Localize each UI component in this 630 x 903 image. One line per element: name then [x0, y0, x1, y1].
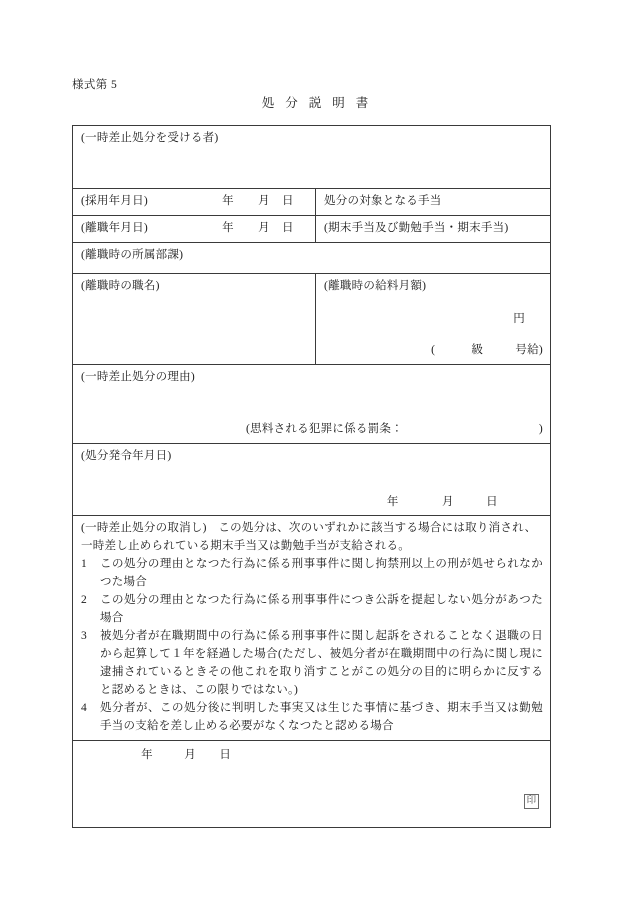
leave-month-unit: 月	[258, 221, 270, 234]
clause-item-text: この処分の理由となつた行為に係る刑事事件につき公訴を提起しない処分があつた場合	[100, 594, 544, 624]
clause-item	[81, 700, 543, 736]
salary-grade-line	[324, 342, 543, 360]
row-post-and-salary	[73, 273, 551, 364]
form-number: 様式第 5	[72, 79, 118, 91]
document-title: 処分説明書	[261, 96, 380, 110]
leave-year-unit: 年	[222, 221, 234, 234]
cell-reason	[73, 365, 551, 444]
order-month-unit: 月	[442, 495, 454, 508]
signature-date-ymd	[81, 747, 543, 765]
clause-item-number: 3	[81, 629, 87, 642]
penal-provision-line	[81, 421, 543, 439]
hire-date-ymd	[210, 193, 308, 211]
row-hire-date	[73, 189, 551, 216]
pay-step-unit: 号給)	[515, 344, 544, 357]
department-label: (離職時の所属部課)	[81, 248, 184, 261]
clause-item-number: 4	[81, 701, 87, 714]
cell-leave-date	[73, 215, 316, 242]
row-reason	[73, 365, 551, 444]
post-label: (離職時の職名)	[81, 279, 160, 292]
penal-provision-close-paren: )	[538, 422, 544, 435]
cell-post-name	[73, 273, 316, 364]
signature-year-unit: 年	[141, 748, 153, 761]
row-leave-date	[73, 215, 551, 242]
reason-label: (一時差止処分の理由)	[81, 371, 195, 384]
clause-lead-text: (一時差止処分の取消し) この処分は、次のいずれかに該当する場合には取り消され、一時差し止められている期末手当又は勤勉手当が支給される。	[81, 522, 537, 553]
signature-month-unit: 月	[184, 748, 196, 761]
grade-unit: 級	[471, 344, 484, 357]
clause-item-text: 処分者が、この処分後に判明した事実又は生じた事情に基づき、期末手当又は勤勉手当の支給を差し止める必要がなくなつたと認める場合	[100, 701, 544, 732]
clause-item-text: 被処分者が在職期間中の行為に係る刑事事件に関し起訴をされることなく退職の日から起算して１年を経過した場合(ただし、被処分者が在職期間中の行為に関し現に逮捕されているときその他これを取り消すことがこの処分の目的に明らかに反すると認めるときは、この限りではない。)	[100, 629, 544, 696]
cell-signature	[73, 740, 551, 827]
hire-day-unit: 日	[282, 195, 294, 207]
subject-person-label: (一時差止処分を受ける者)	[81, 132, 219, 144]
leave-date-ymd	[210, 220, 308, 238]
clause-item	[81, 556, 543, 592]
cell-order-date	[73, 443, 551, 516]
yen-unit: 円	[513, 313, 526, 326]
clause-item-text: この処分の理由となつた行為に係る刑事事件に関し拘禁刑以上の刑が処せられなかつた場合	[100, 558, 544, 589]
row-cancellation-clause	[73, 516, 551, 740]
salary-label: (離職時の給料月額)	[324, 279, 427, 292]
grade-paren-open: (	[431, 344, 436, 357]
leave-day-unit: 日	[282, 221, 294, 234]
signature-day-unit: 日	[219, 748, 232, 761]
row-subject-person	[73, 126, 551, 189]
clause-item-number: 2	[81, 594, 87, 607]
cell-department	[73, 242, 551, 273]
row-department	[73, 242, 551, 273]
allowance-kinds-label: (期末手当及び勤勉手当・期末手当)	[324, 221, 509, 234]
cell-allowance-kinds	[316, 215, 551, 242]
clause-item	[81, 628, 543, 700]
cell-cancellation-clause	[73, 516, 551, 740]
cell-hire-date	[73, 189, 316, 216]
order-day-unit: 日	[486, 495, 498, 508]
allowance-target-label: 処分の対象となる手当	[324, 195, 442, 207]
clause-item	[81, 592, 543, 628]
clause-item-number: 1	[81, 558, 87, 571]
cell-allowance-target	[316, 189, 551, 216]
penal-provision-label: (思料される犯罪に係る罰条：	[246, 422, 403, 435]
disposition-form-table	[72, 125, 551, 828]
cell-salary	[316, 273, 551, 364]
order-date-label: (処分発令年月日)	[81, 449, 172, 462]
leave-date-label: (離職年月日)	[81, 221, 148, 234]
hire-year-unit: 年	[222, 195, 234, 207]
seal-stamp-icon: 印	[524, 794, 539, 809]
cell-subject-person	[73, 126, 551, 189]
order-date-ymd	[81, 494, 543, 512]
row-signature	[73, 740, 551, 827]
hire-month-unit: 月	[258, 195, 270, 207]
seal-row	[81, 794, 543, 816]
hire-date-label: (採用年月日)	[81, 195, 148, 207]
salary-amount-line	[324, 311, 543, 329]
row-order-date	[73, 443, 551, 516]
order-year-unit: 年	[386, 495, 399, 508]
